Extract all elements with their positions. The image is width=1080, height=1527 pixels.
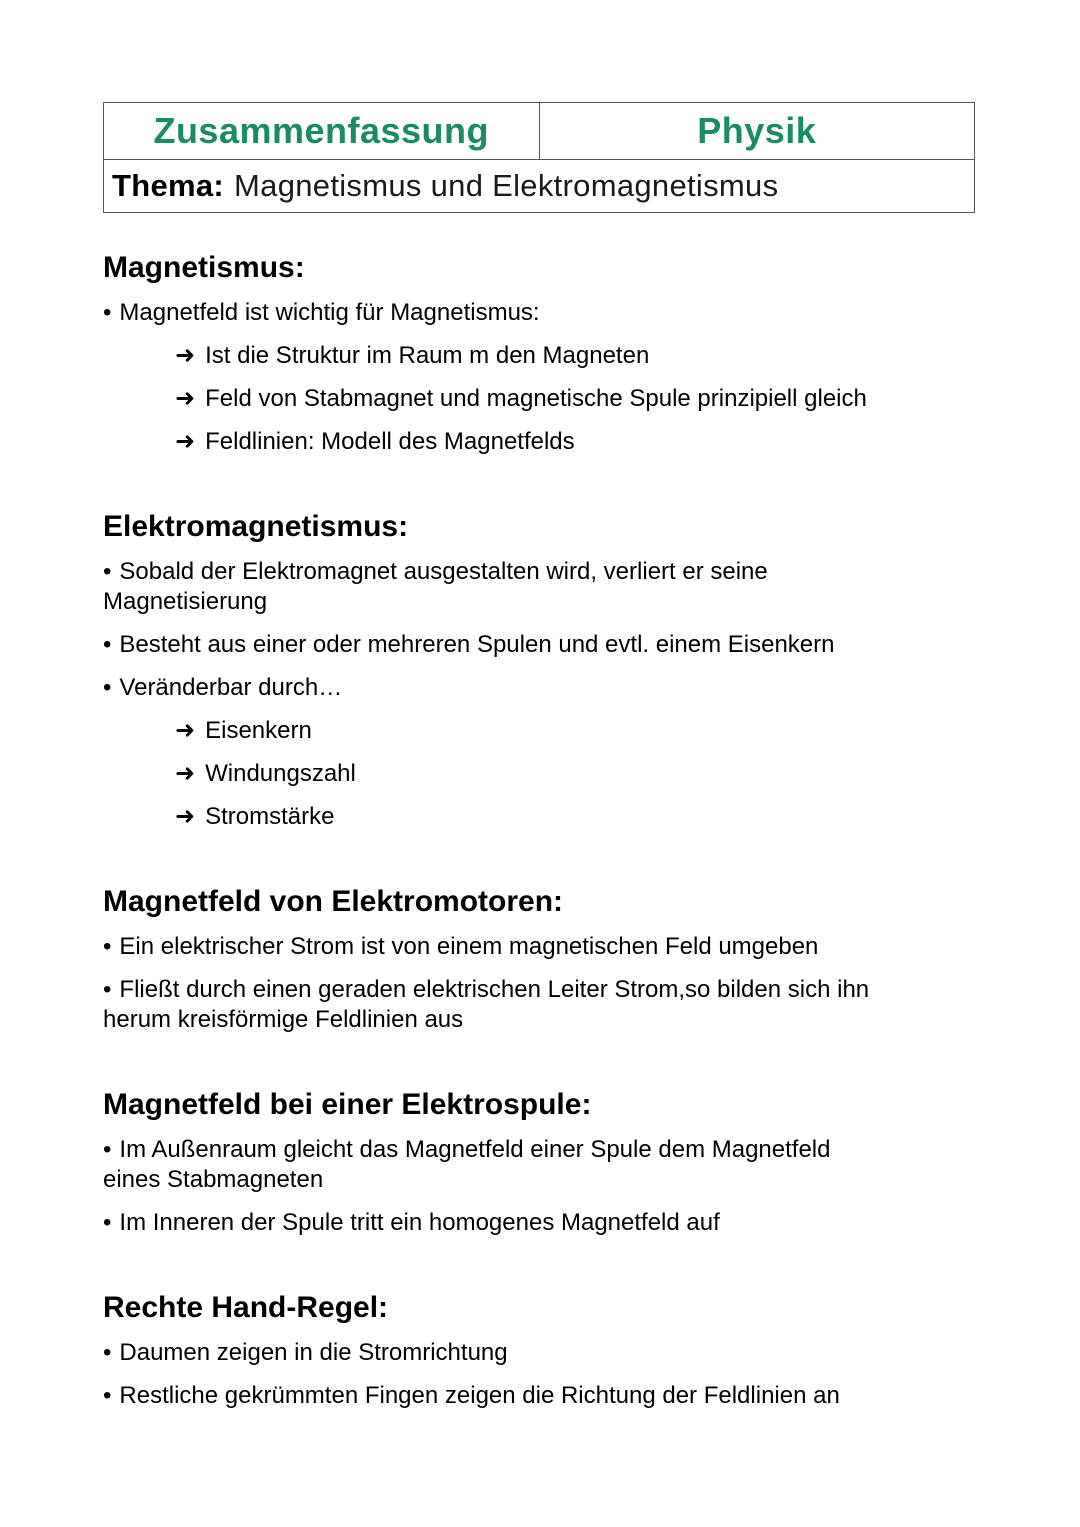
thema-label: Thema: — [112, 168, 225, 203]
bullet-item — [103, 1381, 1040, 1411]
section-heading: Magnetfeld bei einer Elektrospule: — [103, 1088, 592, 1121]
section-heading: Elektromagnetismus: — [103, 510, 409, 543]
arrow-right-icon: ➜ — [175, 803, 196, 830]
thema-value: Magnetismus und Elektromagnetismus — [234, 168, 779, 203]
bullet-line: Magnetisierung — [103, 588, 268, 615]
arrow-text: Windungszahl — [205, 760, 356, 787]
header-thema-row — [104, 160, 975, 213]
bullet-item — [103, 298, 1040, 328]
arrow-right-icon: ➜ — [175, 342, 196, 369]
bullet-icon: • — [103, 631, 112, 658]
bullet-line: • Im Außenraum gleicht das Magnetfeld einer Spule dem Magnetfeld — [103, 1136, 831, 1163]
section — [103, 510, 1040, 832]
bullet-item — [103, 932, 1040, 962]
arrow-item — [175, 759, 1040, 789]
bullet-line: • Restliche gekrümmten Fingen zeigen die Richtung der Feldlinien an — [103, 1382, 840, 1409]
arrow-right-icon: ➜ — [175, 760, 196, 787]
bullet-icon: • — [103, 933, 112, 960]
bullet-item — [103, 1338, 1040, 1368]
document-body — [103, 251, 1040, 1411]
bullet-line: • Im Inneren der Spule tritt ein homogenes Magnetfeld auf — [103, 1209, 720, 1236]
bullet-icon: • — [103, 1209, 112, 1236]
arrow-item — [175, 427, 1040, 457]
bullet-icon: • — [103, 976, 112, 1003]
header-table — [103, 102, 975, 213]
bullet-item — [103, 630, 1040, 660]
section-heading: Magnetfeld von Elektromotoren: — [103, 885, 564, 918]
arrow-text: Stromstärke — [205, 803, 335, 830]
arrow-text: Eisenkern — [205, 717, 312, 744]
bullet-line: • Sobald der Elektromagnet ausgestalten wird, verliert er seine — [103, 558, 768, 585]
bullet-icon: • — [103, 299, 112, 326]
bullet-item — [103, 975, 1040, 1035]
section-heading: Rechte Hand-Regel: — [103, 1291, 389, 1324]
section — [103, 251, 1040, 457]
section — [103, 1088, 1040, 1238]
section — [103, 1291, 1040, 1411]
arrow-item — [175, 802, 1040, 832]
bullet-icon: • — [103, 1339, 112, 1366]
bullet-icon: • — [103, 1136, 112, 1163]
bullet-line: • Daumen zeigen in die Stromrichtung — [103, 1339, 508, 1366]
arrow-item — [175, 341, 1040, 371]
bullet-icon: • — [103, 674, 112, 701]
arrow-right-icon: ➜ — [175, 385, 196, 412]
bullet-icon: • — [103, 558, 112, 585]
arrow-right-icon: ➜ — [175, 428, 196, 455]
bullet-line: • Fließt durch einen geraden elektrischen Leiter Strom,so bilden sich ihn — [103, 976, 870, 1003]
summary-title: Zusammenfassung — [104, 103, 540, 160]
bullet-line: eines Stabmagneten — [103, 1166, 324, 1193]
arrow-right-icon: ➜ — [175, 717, 196, 744]
bullet-line: • Besteht aus einer oder mehreren Spulen und evtl. einem Eisenkern — [103, 631, 835, 658]
header-title-row — [104, 103, 975, 160]
bullet-line: • Ein elektrischer Strom ist von einem magnetischen Feld umgeben — [103, 933, 819, 960]
bullet-item — [103, 1208, 1040, 1238]
arrow-item — [175, 716, 1040, 746]
bullet-line: • Veränderbar durch… — [103, 674, 343, 701]
bullet-item — [103, 557, 1040, 617]
bullet-line: • Magnetfeld ist wichtig für Magnetismus: — [103, 299, 540, 326]
bullet-line: herum kreisförmige Feldlinien aus — [103, 1006, 464, 1033]
bullet-item — [103, 1135, 1040, 1195]
subject-title: Physik — [539, 103, 975, 160]
arrow-text: Ist die Struktur im Raum m den Magneten — [205, 342, 650, 369]
bullet-item — [103, 673, 1040, 703]
thema-cell — [104, 160, 975, 213]
arrow-text: Feldlinien: Modell des Magnetfelds — [205, 428, 575, 455]
section — [103, 885, 1040, 1035]
arrow-text: Feld von Stabmagnet und magnetische Spule prinzipiell gleich — [205, 385, 867, 412]
arrow-item — [175, 384, 1040, 414]
section-heading: Magnetismus: — [103, 251, 305, 284]
bullet-icon: • — [103, 1382, 112, 1409]
